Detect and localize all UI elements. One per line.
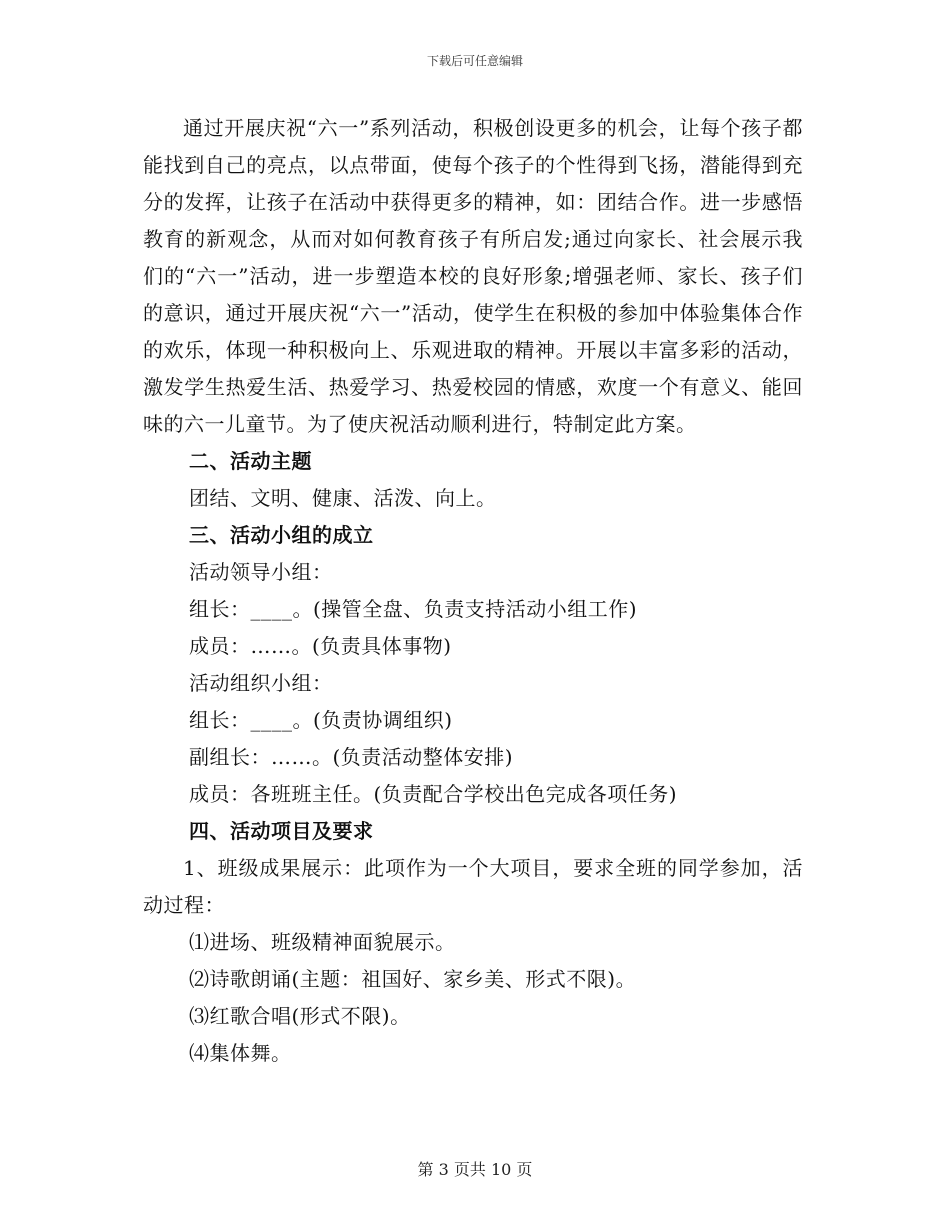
org-group-members: 成员：各班班主任。(负责配合学校出色完成各项任务) <box>189 782 678 806</box>
org-group-title: 活动组织小组： <box>189 671 333 695</box>
page-number: 第 3 页共 10 页 <box>417 1160 533 1179</box>
section-heading-theme: 二、活动主题 <box>189 449 312 473</box>
sub-item: ⑶红歌合唱(形式不限)。 <box>189 1004 411 1028</box>
sub-item: ⑵诗歌朗诵(主题：祖国好、家乡美、形式不限)。 <box>189 967 637 991</box>
section-heading-items: 四、活动项目及要求 <box>189 819 374 843</box>
sub-item: ⑴进场、班级精神面貌展示。 <box>189 930 456 954</box>
page-header: 下载后可任意编辑 <box>426 54 523 68</box>
org-group-deputy: 副组长：……。(负责活动整体安排) <box>189 745 514 769</box>
org-group-head: 组长：____。(负责协调组织) <box>189 708 453 732</box>
theme-text: 团结、文明、健康、活泼、向上。 <box>189 486 497 510</box>
document-body <box>143 110 803 1072</box>
intro-paragraph: 通过开展庆祝“六一”系列活动，积极创设更多的机会，让每个孩子都能找到自己的亮点，以点带面，使每个孩子的个性得到飞扬，潜能得到充分的发挥，让孩子在活动中获得更多的精神，如：团结合作。进一步感悟教育的新观念，从而对如何教育孩子有所启发;通过向家长、社会展示我们的“六一”活动，进一步塑造本校的良好形象;增强老师、家长、孩子们的意识，通过开展庆祝“六一”活动，使学生在积极的参加中体验集体合作的欢乐，体现一种积极向上、乐观进取的精神。开展以丰富多彩的活动，激发学生热爱生活、热爱学习、热爱校园的情感，欢度一个有意义、能回味的六一儿童节。为了使庆祝活动顺利进行，特制定此方案。 <box>143 116 803 436</box>
item1-paragraph: 1、班级成果展示：此项作为一个大项目，要求全班的同学参加，活动过程： <box>143 856 803 917</box>
leader-group-title: 活动领导小组： <box>189 560 333 584</box>
leader-group-head: 组长：____。(操管全盘、负责支持活动小组工作) <box>189 597 638 621</box>
section-heading-group: 三、活动小组的成立 <box>189 523 374 547</box>
leader-group-members: 成员：……。(负责具体事物) <box>189 634 452 658</box>
sub-item: ⑷集体舞。 <box>189 1041 292 1065</box>
